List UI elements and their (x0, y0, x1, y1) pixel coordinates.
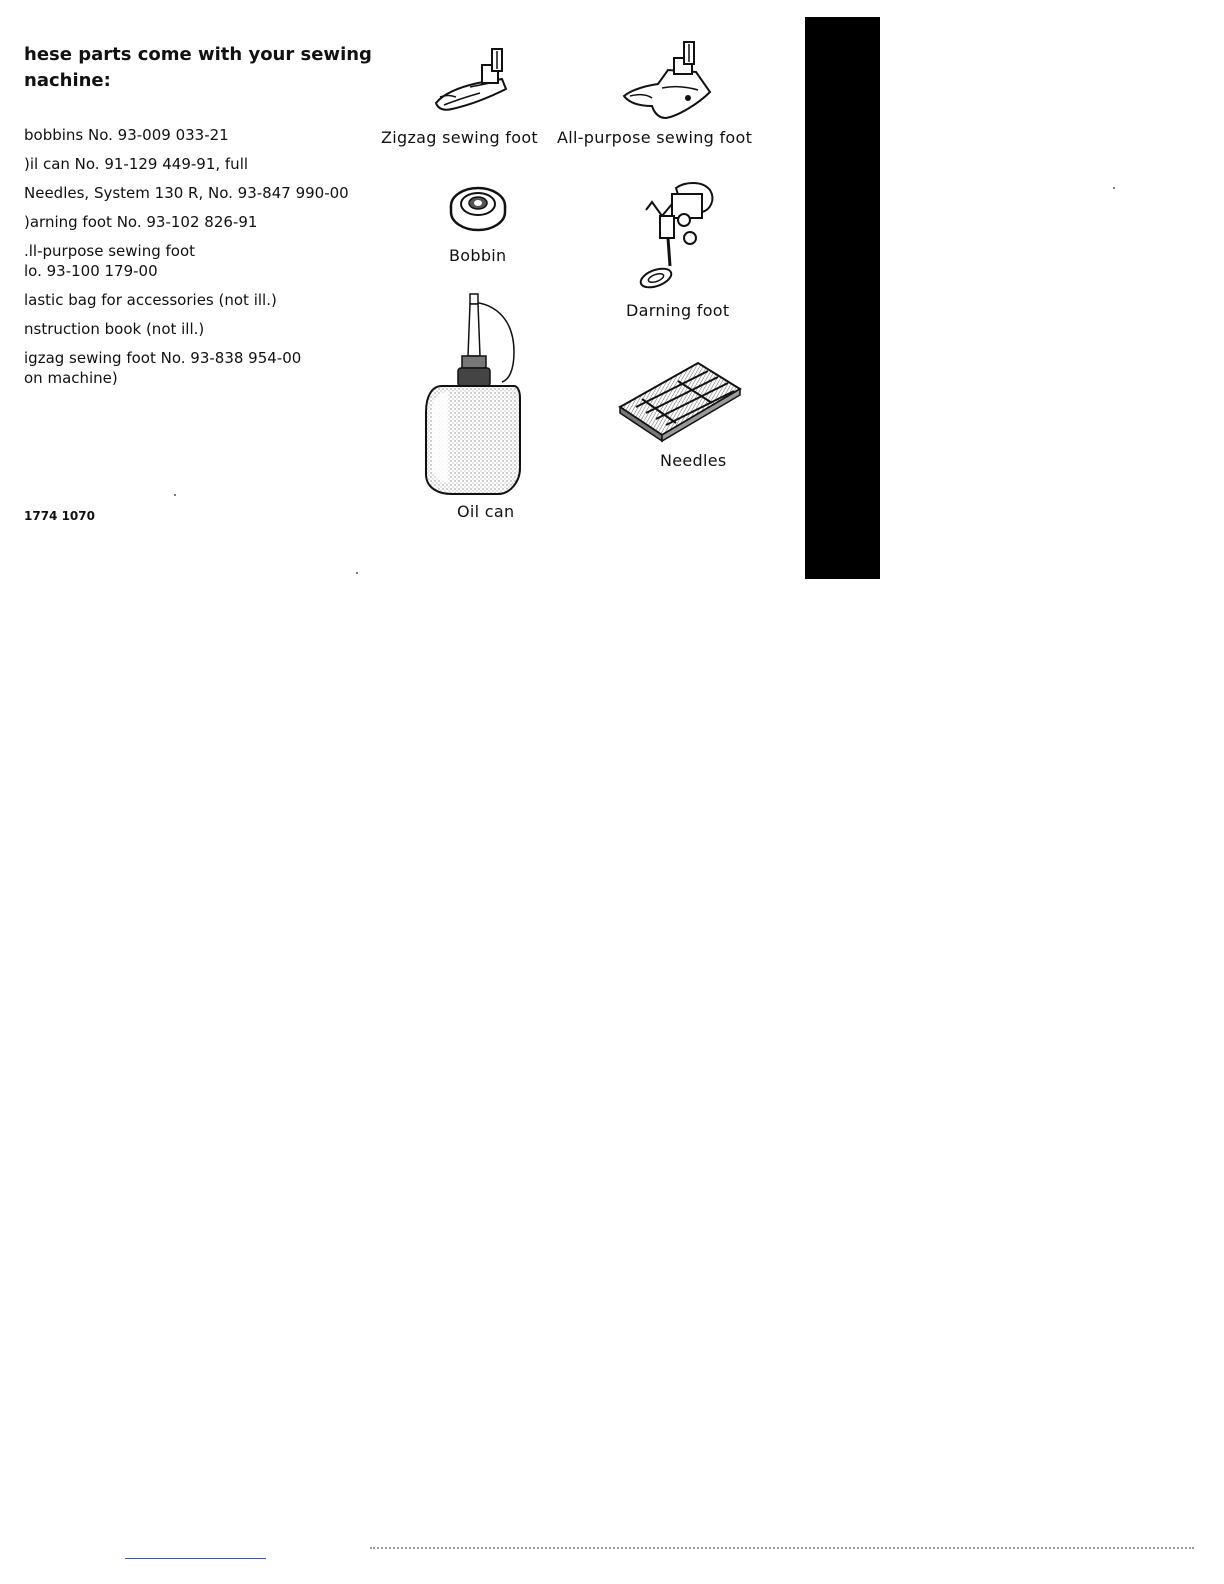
oil-can-caption: Oil can (457, 502, 515, 521)
scan-speck (174, 494, 176, 496)
bottom-scan-line (370, 1547, 1194, 1549)
list-item: nstruction book (not ill.) (24, 320, 205, 338)
darning-foot-caption: Darning foot (626, 301, 730, 320)
needles-icon (616, 355, 744, 445)
oil-can-icon (418, 292, 528, 502)
all-purpose-foot-caption: All-purpose sewing foot (557, 128, 753, 147)
zigzag-foot-caption: Zigzag sewing foot (381, 128, 538, 147)
needles-caption: Needles (660, 451, 727, 470)
bottom-blue-line (125, 1558, 266, 1559)
list-item: igzag sewing foot No. 93-838 954-00 on machine) (24, 349, 302, 387)
parts-list (24, 125, 354, 397)
zigzag-foot-icon (430, 45, 515, 120)
page-heading (24, 42, 372, 94)
list-item: )il can No. 91-129 449-91, full (24, 155, 249, 173)
bobbin-icon (448, 180, 508, 240)
scan-speck (1113, 187, 1115, 189)
bobbin-caption: Bobbin (449, 246, 507, 265)
list-item: bobbins No. 93-009 033-21 (24, 126, 229, 144)
list-item: )arning foot No. 93-102 826-91 (24, 213, 258, 231)
darning-foot-icon (632, 180, 722, 295)
list-item: Needles, System 130 R, No. 93-847 990-00 (24, 184, 349, 202)
list-item: lastic bag for accessories (not ill.) (24, 291, 277, 309)
document-number: 1774 1070 (24, 509, 95, 523)
list-item: .ll-purpose sewing foot lo. 93-100 179-00 (24, 242, 196, 280)
all-purpose-foot-icon (618, 40, 718, 122)
heading-line-1: hese parts come with your sewing (24, 44, 372, 65)
heading-line-2: nachine: (24, 70, 111, 91)
black-edge-bar (805, 17, 880, 579)
scan-speck (356, 572, 358, 574)
